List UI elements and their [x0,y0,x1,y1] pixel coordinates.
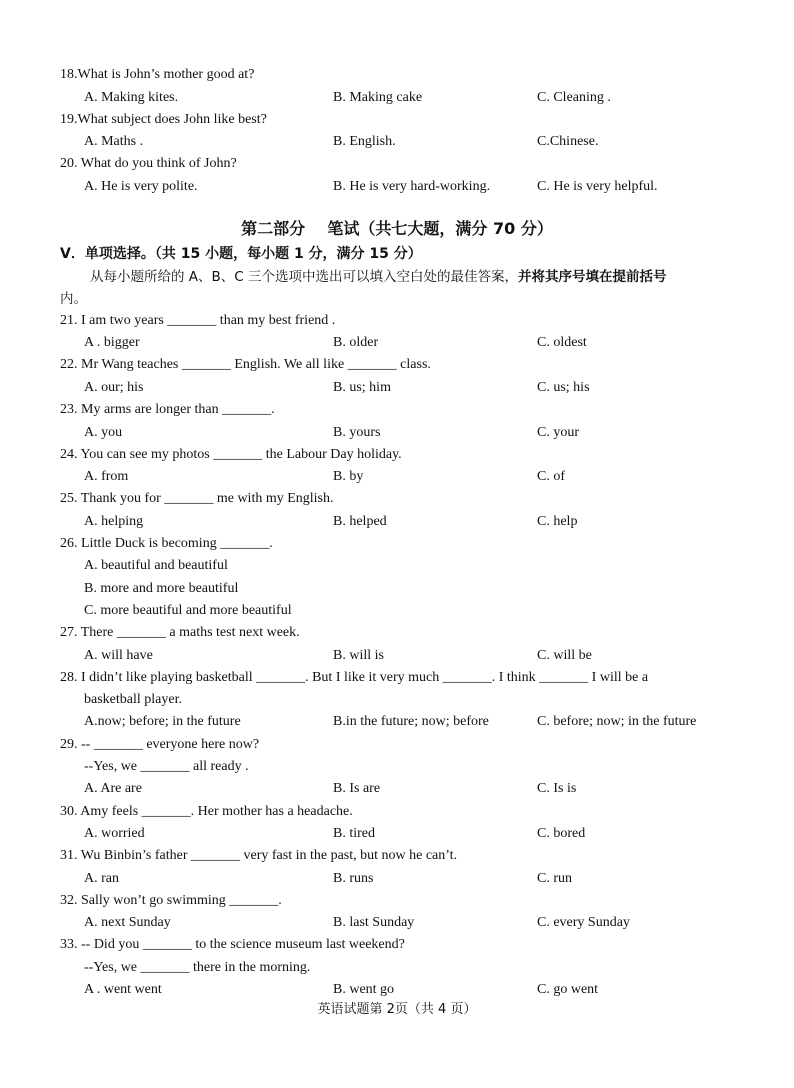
q30-option-a: A. worried [84,826,145,841]
section-5-instruction-cont: 内。 [60,291,87,307]
q33-option-b: B. went go [333,982,395,997]
question-24: 24. You can see my photos _______ the Labour Day holiday. [60,447,402,462]
q26-option-a: A. beautiful and beautiful [84,558,228,573]
question-25: 25. Thank you for _______ me with my English. [60,491,334,506]
question-28: 28. I didn’t like playing basketball _______. But I like it very much _______. I think _______ I will be a [60,670,649,685]
q29-option-a: A. Are are [84,781,142,796]
question-19: 19.What subject does John like best? [60,112,267,127]
q28-option-b: B.in the future; now; before [333,714,489,729]
section-5-instruction [90,268,667,286]
q32-option-b: B. last Sunday [333,915,415,930]
q18-option-c: C. Cleaning . [537,90,611,105]
q27-option-a: A. will have [84,648,153,663]
q22-option-c: C. us; his [537,380,590,395]
q33-option-a: A . went went [84,982,162,997]
q20-option-a: A. He is very polite. [84,179,198,194]
instruction-text: 从每小题所给的 A、B、C 三个选项中选出可以填入空白处的最佳答案， [90,269,519,285]
q24-option-c: C. of [537,469,565,484]
question-33: 33. -- Did you _______ to the science museum last weekend? [60,937,405,952]
q23-option-b: B. yours [333,425,381,440]
question-29-reply: --Yes, we _______ all ready . [84,759,249,774]
q30-option-b: B. tired [333,826,375,841]
q31-option-c: C. run [537,871,572,886]
q30-option-c: C. bored [537,826,586,841]
question-30: 30. Amy feels _______. Her mother has a headache. [60,804,353,819]
question-27: 27. There _______ a maths test next week. [60,625,300,640]
q21-option-c: C. oldest [537,335,587,350]
q32-option-c: C. every Sunday [537,915,630,930]
question-33-reply: --Yes, we _______ there in the morning. [84,960,311,975]
q21-option-b: B. older [333,335,379,350]
q18-option-b: B. Making cake [333,90,423,105]
q27-option-c: C. will be [537,648,592,663]
q33-option-c: C. go went [537,982,599,997]
q20-option-c: C. He is very helpful. [537,179,658,194]
question-31: 31. Wu Binbin’s father _______ very fast in the past, but now he can’t. [60,848,458,863]
q19-option-b: B. English. [333,134,396,149]
question-29: 29. -- _______ everyone here now? [60,737,260,752]
q29-option-c: C. Is is [537,781,577,796]
q22-option-a: A. our; his [84,380,144,395]
question-23: 23. My arms are longer than _______. [60,402,275,417]
q25-option-c: C. help [537,514,578,529]
section-5-heading: V．单项选择。（共 15 小题，每小题 1 分，满分 15 分） [60,246,422,262]
question-22: 22. Mr Wang teaches _______ English. We all like _______ class. [60,357,431,372]
q23-option-a: A. you [84,425,123,440]
q31-option-a: A. ran [84,871,119,886]
q21-option-a: A . bigger [84,335,140,350]
q32-option-a: A. next Sunday [84,915,171,930]
q28-option-a: A.now; before; in the future [84,714,241,729]
page-footer: 英语试题第 2页（共 4 页） [317,1002,477,1017]
q31-option-b: B. runs [333,871,374,886]
q22-option-b: B. us; him [333,380,391,395]
q19-option-c: C.Chinese. [537,134,599,149]
part-2-title: 第二部分 笔试（共七大题，满分 70 分） [241,219,553,238]
q26-option-b: B. more and more beautiful [84,581,239,596]
instruction-bold-text: 并将其序号填在提前括号 [518,269,667,285]
q23-option-c: C. your [537,425,579,440]
q25-option-a: A. helping [84,514,144,529]
q24-option-b: B. by [333,469,364,484]
question-32: 32. Sally won’t go swimming _______. [60,893,282,908]
q19-option-a: A. Maths . [84,134,144,149]
q24-option-a: A. from [84,469,129,484]
question-28-cont: basketball player. [84,692,182,707]
q29-option-b: B. Is are [333,781,381,796]
q27-option-b: B. will is [333,648,384,663]
question-20: 20. What do you think of John? [60,156,237,171]
question-26: 26. Little Duck is becoming _______. [60,536,273,551]
q20-option-b: B. He is very hard-working. [333,179,491,194]
q26-option-c: C. more beautiful and more beautiful [84,603,292,618]
question-18: 18.What is John’s mother good at? [60,67,255,82]
question-21: 21. I am two years _______ than my best friend . [60,313,336,328]
q25-option-b: B. helped [333,514,387,529]
q18-option-a: A. Making kites. [84,90,179,105]
q28-option-c: C. before; now; in the future [537,714,697,729]
